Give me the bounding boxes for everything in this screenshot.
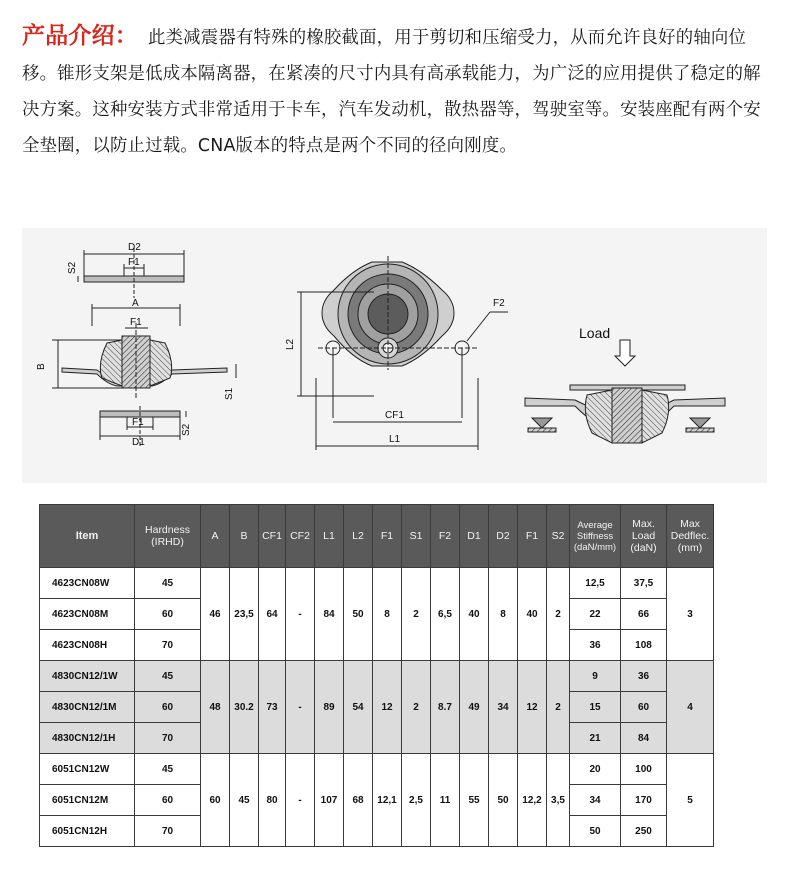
technical-drawing — [22, 228, 767, 483]
col-s1: S1 — [402, 505, 431, 568]
cell-d1: 40 — [460, 568, 489, 661]
label-a: A — [132, 298, 139, 309]
cell-stiffness: 21 — [570, 723, 621, 754]
cell-f2: 11 — [431, 754, 460, 847]
cell-a: 60 — [201, 754, 230, 847]
label-f1-top: F1 — [128, 257, 140, 268]
cell-hardness: 70 — [135, 816, 201, 847]
cell-f1: 12,1 — [373, 754, 402, 847]
load-diagram — [525, 340, 725, 443]
top-washer-view — [78, 248, 184, 298]
cell-f2: 8.7 — [431, 661, 460, 754]
cell-s1: 2,5 — [402, 754, 431, 847]
col-f1b: F1 — [518, 505, 547, 568]
cell-cf1: 64 — [259, 568, 286, 661]
cell-item: 4830CN12/1W — [40, 661, 135, 692]
cell-s1: 2 — [402, 661, 431, 754]
cell-cf1: 80 — [259, 754, 286, 847]
spec-table — [39, 504, 714, 847]
cell-hardness: 60 — [135, 599, 201, 630]
label-f1-bot: F1 — [132, 417, 144, 428]
cell-l2: 68 — [344, 754, 373, 847]
cell-f1b: 12 — [518, 661, 547, 754]
label-d2: D2 — [128, 242, 141, 253]
col-f1: F1 — [373, 505, 402, 568]
cell-s2: 2 — [547, 661, 570, 754]
col-cf1: CF1 — [259, 505, 286, 568]
cell-load: 60 — [621, 692, 667, 723]
col-b: B — [230, 505, 259, 568]
table-row — [40, 754, 714, 785]
label-s1: S1 — [224, 387, 235, 400]
cell-stiffness: 15 — [570, 692, 621, 723]
cell-item: 4623CN08W — [40, 568, 135, 599]
cell-d2: 34 — [489, 661, 518, 754]
cell-stiffness: 22 — [570, 599, 621, 630]
cell-b: 45 — [230, 754, 259, 847]
cell-l1: 107 — [315, 754, 344, 847]
cell-d2: 50 — [489, 754, 518, 847]
cell-s1: 2 — [402, 568, 431, 661]
cell-deflection: 5 — [667, 754, 714, 847]
cell-a: 48 — [201, 661, 230, 754]
col-deflection: Max Dedflec. (mm) — [667, 505, 714, 568]
cell-cf2: - — [286, 661, 315, 754]
label-f1-mid: F1 — [130, 317, 142, 328]
col-l1: L1 — [315, 505, 344, 568]
cell-stiffness: 34 — [570, 785, 621, 816]
cell-s2: 2 — [547, 568, 570, 661]
label-d1: D1 — [132, 437, 145, 448]
label-load: Load — [579, 325, 611, 341]
cell-d2: 8 — [489, 568, 518, 661]
col-a: A — [201, 505, 230, 568]
cell-item: 4830CN12/1H — [40, 723, 135, 754]
cell-f2: 6,5 — [431, 568, 460, 661]
table-row — [40, 661, 714, 692]
cell-hardness: 45 — [135, 754, 201, 785]
label-b: B — [36, 363, 47, 370]
cell-load: 84 — [621, 723, 667, 754]
cell-f1b: 40 — [518, 568, 547, 661]
label-f2: F2 — [493, 298, 505, 309]
cell-l2: 50 — [344, 568, 373, 661]
cell-d1: 49 — [460, 661, 489, 754]
cell-f1b: 12,2 — [518, 754, 547, 847]
col-hardness: Hardness (IRHD) — [135, 505, 201, 568]
cell-load: 170 — [621, 785, 667, 816]
cell-load: 100 — [621, 754, 667, 785]
cell-d1: 55 — [460, 754, 489, 847]
cell-hardness: 70 — [135, 630, 201, 661]
cell-f1: 12 — [373, 661, 402, 754]
cell-hardness: 45 — [135, 661, 201, 692]
cell-stiffness: 9 — [570, 661, 621, 692]
col-item: Item — [40, 505, 135, 568]
table-header-row — [40, 505, 714, 568]
cell-hardness: 45 — [135, 568, 201, 599]
col-cf2: CF2 — [286, 505, 315, 568]
cell-deflection: 4 — [667, 661, 714, 754]
cell-stiffness: 50 — [570, 816, 621, 847]
cell-item: 6051CN12M — [40, 785, 135, 816]
cell-item: 6051CN12W — [40, 754, 135, 785]
cell-deflection: 3 — [667, 568, 714, 661]
col-d1: D1 — [460, 505, 489, 568]
intro-text: 此类减震器有特殊的橡胶截面，用于剪切和压缩受力，从而允许良好的轴向位移。锥形支架是低成本隔离器，在紧凑的尺寸内具有高承载能力，为广泛的应用提供了稳定的解决方案。这种安装方式非常适用于卡车，汽车发动机，散热器等，驾驶室等。安装座配有两个安全垫圈，以防止过载。CNA版本的特点是两个不同的径向刚度。 — [22, 28, 761, 156]
cell-cf2: - — [286, 568, 315, 661]
col-s2: S2 — [547, 505, 570, 568]
cell-item: 6051CN12H — [40, 816, 135, 847]
label-cf1: CF1 — [385, 410, 404, 421]
cell-a: 46 — [201, 568, 230, 661]
cell-item: 4623CN08M — [40, 599, 135, 630]
cell-s2: 3,5 — [547, 754, 570, 847]
col-l2: L2 — [344, 505, 373, 568]
cell-load: 36 — [621, 661, 667, 692]
cell-b: 23,5 — [230, 568, 259, 661]
col-d2: D2 — [489, 505, 518, 568]
cell-hardness: 70 — [135, 723, 201, 754]
cell-hardness: 60 — [135, 692, 201, 723]
cell-stiffness: 12,5 — [570, 568, 621, 599]
cell-f1: 8 — [373, 568, 402, 661]
cell-load: 108 — [621, 630, 667, 661]
label-l1: L1 — [389, 434, 401, 445]
table-row — [40, 568, 714, 599]
cell-load: 250 — [621, 816, 667, 847]
cell-stiffness: 20 — [570, 754, 621, 785]
cell-l1: 84 — [315, 568, 344, 661]
cell-load: 66 — [621, 599, 667, 630]
intro-title: 产品介绍： — [22, 23, 138, 49]
label-s2-bot: S2 — [181, 423, 192, 436]
cell-item: 4830CN12/1M — [40, 692, 135, 723]
cell-l1: 89 — [315, 661, 344, 754]
cell-cf1: 73 — [259, 661, 286, 754]
product-intro — [22, 18, 770, 164]
cell-item: 4623CN08H — [40, 630, 135, 661]
cell-b: 30.2 — [230, 661, 259, 754]
cell-cf2: - — [286, 754, 315, 847]
cell-l2: 54 — [344, 661, 373, 754]
label-l2: L2 — [285, 338, 296, 350]
cell-stiffness: 36 — [570, 630, 621, 661]
col-stiffness: Average Stiffness (daN/mm) — [570, 505, 621, 568]
cell-load: 37,5 — [621, 568, 667, 599]
col-load: Max. Load (daN) — [621, 505, 667, 568]
col-f2: F2 — [431, 505, 460, 568]
cell-hardness: 60 — [135, 785, 201, 816]
label-s2-top: S2 — [67, 261, 78, 274]
section-view — [52, 304, 236, 398]
